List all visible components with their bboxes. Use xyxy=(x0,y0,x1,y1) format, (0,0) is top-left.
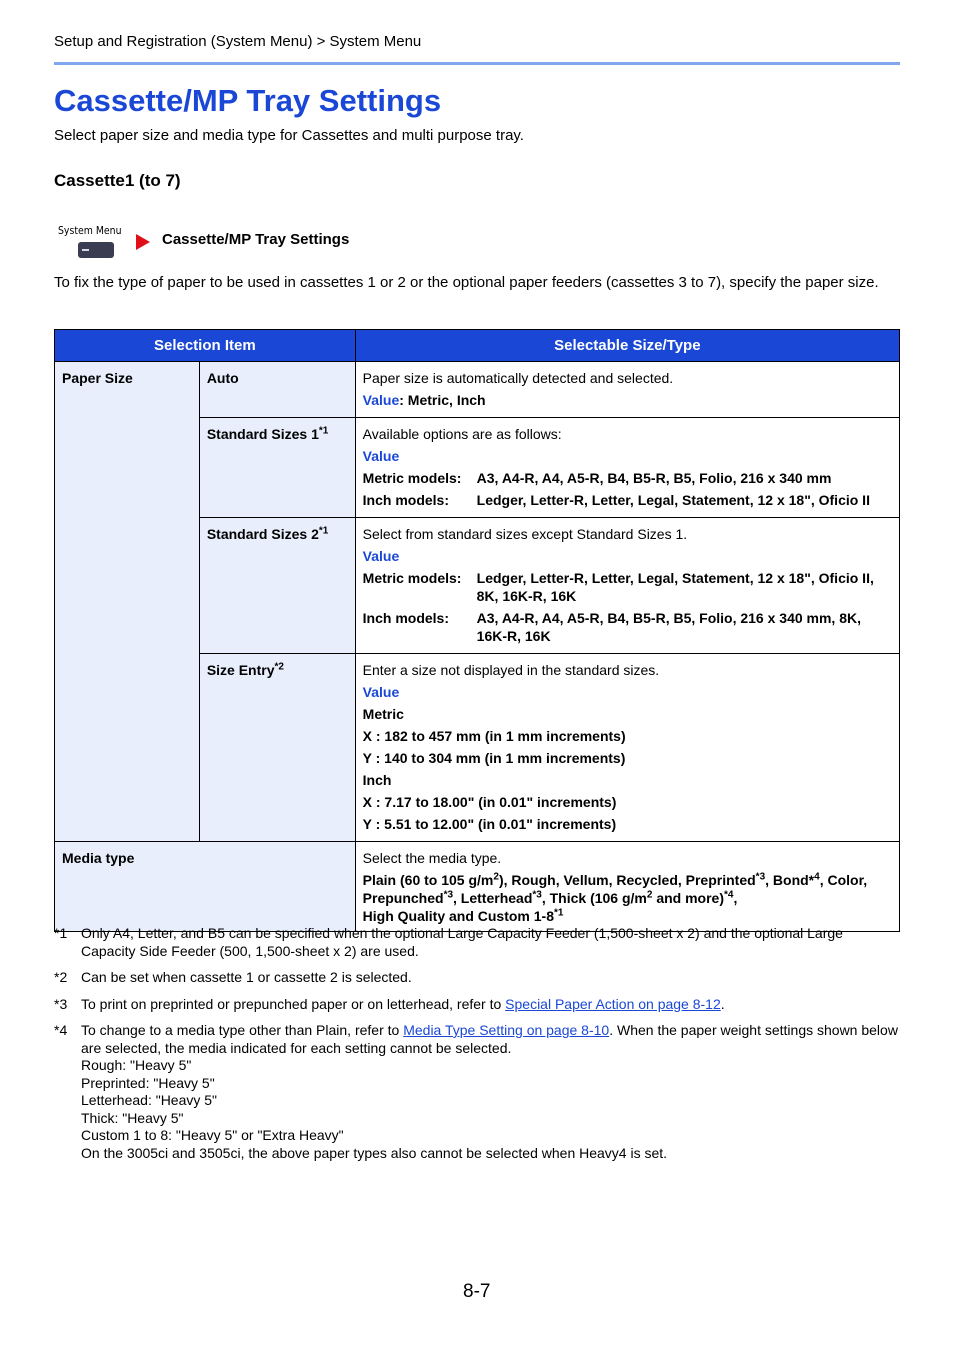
inch-models-values: Ledger, Letter-R, Letter, Legal, Statement, 12 x 18", Oficio II xyxy=(476,492,870,508)
inch-models-values: A3, A4-R, A4, A5-R, B4, B5-R, B5, Folio, 216 x 340 mm, 8K, 16K-R, 16K xyxy=(476,610,861,644)
std1-desc: Available options are as follows: xyxy=(362,426,562,442)
description-text: To fix the type of paper to be used in cassettes 1 or 2 or the optional paper feeders (cassettes 3 to 7), specify the paper size. xyxy=(54,274,879,291)
media-opt-text: High Quality and Custom 1-8 xyxy=(362,908,555,924)
system-menu-key-icon xyxy=(58,224,128,258)
footnotes xyxy=(54,925,900,1171)
media-opt-text: Plain (60 to 105 g/m xyxy=(362,872,494,888)
inch-models-row xyxy=(363,607,892,647)
media-footnote-ref: *1 xyxy=(554,907,564,919)
standard-sizes-1-label xyxy=(199,418,355,518)
table-row xyxy=(55,362,900,418)
std1-footnote-ref: *1 xyxy=(318,425,329,437)
key-button-icon xyxy=(78,242,114,258)
value-label: Value xyxy=(362,684,400,700)
metric-models-values: Ledger, Letter-R, Letter, Legal, Statement, 12 x 18", Oficio II, 8K, 16K-R, 16K xyxy=(476,570,874,604)
media-sup: 2 xyxy=(493,871,499,883)
standard-sizes-2-detail xyxy=(355,518,899,654)
size-entry-label-text: Size Entry xyxy=(206,662,275,678)
footnote-1 xyxy=(54,925,900,960)
media-footnote-ref: *4 xyxy=(724,889,734,901)
media-opt-text: , xyxy=(733,890,738,906)
weight-line: On the 3005ci and 3505ci, the above paper types also cannot be selected when Heavy4 is set. xyxy=(81,1144,668,1161)
auto-desc: Paper size is automatically detected and selected. xyxy=(362,370,674,386)
footnote-text: Can be set when cassette 1 or cassette 2 is selected. xyxy=(81,969,412,985)
media-type-desc: Select the media type. xyxy=(362,850,502,866)
header-selection-item: Selection Item xyxy=(55,330,356,362)
metric-models-label: Metric models: xyxy=(362,570,462,586)
page-title: Cassette/MP Tray Settings xyxy=(54,83,442,118)
std1-label-text: Standard Sizes 1 xyxy=(206,426,319,442)
weight-line: Thick: "Heavy 5" xyxy=(81,1109,184,1126)
media-type-label: Media type xyxy=(55,842,356,932)
header-selectable-size-type: Selectable Size/Type xyxy=(355,330,899,362)
metric-models-row xyxy=(363,567,892,607)
size-entry-desc: Enter a size not displayed in the standard sizes. xyxy=(362,662,660,678)
footnote-2 xyxy=(54,969,900,987)
footnote-text-part: To print on preprinted or prepunched paper or on letterhead, refer to xyxy=(81,995,506,1012)
paper-size-label: Paper Size xyxy=(55,362,200,842)
media-opt-text: , Color, Prepunched xyxy=(362,872,868,906)
metric-models-values: A3, A4-R, A4, A5-R, B4, B5-R, B5, Folio, 216 x 340 mm xyxy=(476,470,832,486)
footnote-3 xyxy=(54,996,900,1014)
table-header-row xyxy=(55,330,900,362)
std2-label-text: Standard Sizes 2 xyxy=(206,526,319,542)
inch-models-label: Inch models: xyxy=(362,492,450,508)
media-opt-text: , Bond* xyxy=(765,872,815,888)
inch-models-row xyxy=(363,489,892,511)
inch-x-range: X : 7.17 to 18.00" (in 0.01" increments) xyxy=(362,794,617,810)
standard-sizes-2-label xyxy=(199,518,355,654)
standard-sizes-1-detail xyxy=(355,418,899,518)
metric-label: Metric xyxy=(362,706,404,722)
special-paper-action-link[interactable]: Special Paper Action on page 8-12 xyxy=(505,995,721,1012)
nav-path: Cassette/MP Tray Settings xyxy=(162,231,350,248)
metric-y-range: Y : 140 to 304 mm (in 1 mm increments) xyxy=(362,750,626,766)
footnote-key: *2 xyxy=(54,969,68,985)
weight-line: Custom 1 to 8: "Heavy 5" or "Extra Heavy" xyxy=(81,1127,344,1143)
media-type-options xyxy=(363,869,892,925)
media-opt-text: ), Rough, Vellum, Recycled, Preprinted xyxy=(498,872,756,888)
metric-models-row xyxy=(363,467,892,489)
auto-label: Auto xyxy=(199,362,355,418)
media-footnote-ref: *3 xyxy=(443,889,454,901)
intro-text: Select paper size and media type for Cassettes and multi purpose tray. xyxy=(54,127,524,144)
footnote-text xyxy=(81,996,900,1014)
footnote-text-part: To change to a media type other than Plain, refer to xyxy=(81,1022,404,1038)
weight-line: Rough: "Heavy 5" xyxy=(81,1057,192,1073)
weight-line: Preprinted: "Heavy 5" xyxy=(81,1074,215,1091)
media-opt-text: and more) xyxy=(652,890,725,906)
inch-models-label: Inch models: xyxy=(362,610,450,626)
footnote-key: *3 xyxy=(54,995,68,1012)
value-label: Value xyxy=(362,548,400,564)
page-number: 8-7 xyxy=(463,1281,491,1302)
media-footnote-ref: *3 xyxy=(755,871,766,883)
footnote-text: Only A4, Letter, and B5 can be specified when the optional Large Capacity Feeder (1,500-sheet x 2) and the optional Large Capacity Side Feeder (500, 1,500-sheet x 2) are used. xyxy=(81,925,843,959)
arrow-right-icon xyxy=(136,234,150,250)
media-sup: 2 xyxy=(646,889,653,901)
table-row xyxy=(55,842,900,932)
metric-x-range: X : 182 to 457 mm (in 1 mm increments) xyxy=(362,728,626,744)
std2-desc: Select from standard sizes except Standard Sizes 1. xyxy=(362,526,688,542)
footnote-key: *1 xyxy=(54,925,68,941)
media-opt-text: , Letterhead xyxy=(453,890,533,906)
settings-table xyxy=(54,329,900,932)
auto-detail xyxy=(355,362,899,418)
breadcrumb: Setup and Registration (System Menu) > System Menu xyxy=(54,33,422,50)
media-footnote-ref: 4 xyxy=(814,871,820,883)
footnote-key: *4 xyxy=(54,1022,68,1038)
media-type-setting-link[interactable]: Media Type Setting on page 8-10 xyxy=(403,1022,610,1038)
value-label: Value xyxy=(362,392,400,408)
inch-y-range: Y : 5.51 to 12.00" (in 0.01" increments) xyxy=(362,816,617,832)
footnote-4 xyxy=(54,1022,900,1162)
size-entry-label xyxy=(199,654,355,842)
metric-models-label: Metric models: xyxy=(362,470,462,486)
weight-line: Letterhead: "Heavy 5" xyxy=(81,1092,218,1108)
section-heading: Cassette1 (to 7) xyxy=(54,171,181,190)
auto-value xyxy=(363,389,892,411)
size-entry-detail xyxy=(355,654,899,842)
inch-label: Inch xyxy=(362,772,392,788)
media-type-detail xyxy=(355,842,899,932)
footnote-text-part: . xyxy=(720,995,725,1012)
media-opt-text: , Thick (106 g/m xyxy=(541,890,647,906)
footnote-text xyxy=(81,1022,900,1162)
system-menu-key-label: System Menu xyxy=(58,224,122,237)
auto-value-text: : Metric, Inch xyxy=(399,392,486,408)
media-footnote-ref: *3 xyxy=(532,889,542,901)
value-label: Value xyxy=(362,448,400,464)
footnote-text-part: . When the paper weight settings shown below are selected, the media indicated for each setting cannot be selected. xyxy=(81,1022,898,1056)
header-rule xyxy=(54,62,900,65)
std2-footnote-ref: *1 xyxy=(318,525,329,537)
size-entry-footnote-ref: *2 xyxy=(274,661,284,673)
